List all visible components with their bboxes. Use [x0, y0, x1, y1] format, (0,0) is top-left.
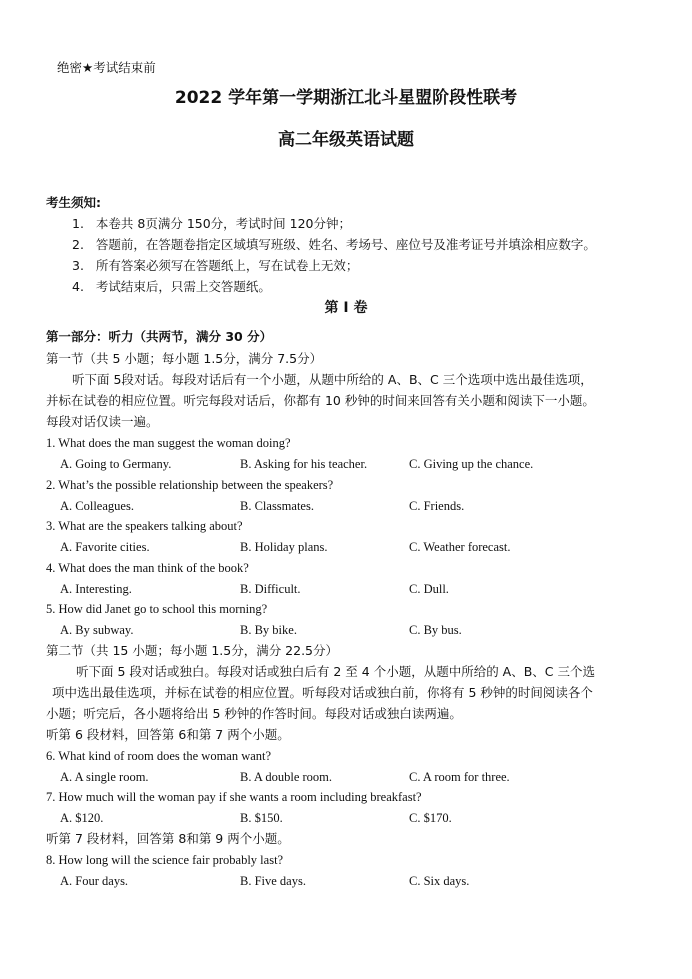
option-c: C. A room for three.	[409, 770, 510, 784]
option-b: B. A double room.	[240, 770, 333, 784]
notice-item-number: 4.	[72, 279, 84, 294]
instruction-line: 并标在试卷的相应位置。听完每段对话后，你都有 10 秒钟的时间来回答有关小题和阅读下一小题。	[46, 393, 595, 408]
question-stem: 5. How did Janet go to school this morning?	[46, 602, 268, 616]
notice-item-text: 本卷共 8页满分 150分，考试时间 120分钟；	[95, 216, 352, 231]
notice-item-text: 答题前，在答题卷指定区域填写班级、姓名、考场号、座位号及准考证号并填涂相应数字。	[95, 237, 596, 252]
option-c: C. Giving up the chance.	[409, 457, 534, 471]
option-a: A. Going to Germany.	[60, 457, 172, 471]
option-c: C. Six days.	[409, 874, 470, 888]
option-b: B. Five days.	[240, 874, 306, 888]
question-stem: 6. What kind of room does the woman want?	[46, 749, 272, 763]
option-a: A. Four days.	[60, 874, 129, 888]
notice-item-number: 2.	[72, 237, 84, 252]
option-a: A. Interesting.	[60, 582, 132, 596]
notice-item-text: 所有答案必须写在答题纸上，写在试卷上无效；	[95, 258, 359, 273]
option-c: C. Dull.	[409, 582, 449, 596]
question-stem: 3. What are the speakers talking about?	[46, 519, 243, 533]
option-b: B. $150.	[240, 811, 283, 825]
option-a: A. By subway.	[60, 623, 134, 637]
question-stem: 2. What’s the possible relationship between the speakers?	[46, 478, 334, 492]
part-heading: 第一部分：听力（共两节，满分 30 分）	[46, 329, 273, 344]
material-note: 听第 6 段材料，回答第 6和第 7 两个小题。	[46, 727, 290, 742]
notice-item-text: 考试结束后，只需上交答题纸。	[95, 279, 271, 294]
notice-item-number: 1.	[72, 216, 84, 231]
instruction-line: 听下面 5段对话。每段对话后有一个小题，从题中所给的 A、B、C 三个选项中选出最佳选项，	[72, 372, 593, 387]
option-a: A. $120.	[60, 811, 104, 825]
option-a: A. A single room.	[60, 770, 149, 784]
exam-title: 2022 学年第一学期浙江北斗星盟阶段性联考	[174, 88, 518, 108]
instruction-line: 小题；听完后，各小题将给出 5 秒钟的作答时间。每段对话或独白读两遍。	[46, 706, 462, 721]
instruction-line: 每段对话仅读一遍。	[46, 414, 159, 429]
question-stem: 8. How long will the science fair probably last?	[46, 853, 284, 867]
option-c: C. Weather forecast.	[409, 540, 511, 554]
notice-item	[72, 239, 596, 252]
option-c: C. By bus.	[409, 623, 462, 637]
volume-heading: 第 I 卷	[324, 300, 368, 316]
notice-item	[72, 260, 358, 273]
option-a: A. Colleagues.	[60, 499, 134, 513]
exam-subtitle: 高二年级英语试题	[278, 130, 414, 150]
option-b: B. Holiday plans.	[240, 540, 328, 554]
option-c: C. $170.	[409, 811, 452, 825]
notice-heading: 考生须知:	[46, 195, 101, 210]
notice-item-number: 3.	[72, 258, 84, 273]
option-b: B. By bike.	[240, 623, 297, 637]
notice-item	[72, 281, 271, 294]
question-stem: 7. How much will the woman pay if she wants a room including breakfast?	[46, 790, 422, 804]
notice-item	[72, 218, 351, 231]
question-stem: 1. What does the man suggest the woman doing?	[46, 436, 291, 450]
section-heading: 第一节（共 5 小题；每小题 1.5分，满分 7.5分）	[46, 351, 323, 366]
section-heading: 第二节（共 15 小题；每小题 1.5分，满分 22.5分）	[46, 643, 339, 658]
option-a: A. Favorite cities.	[60, 540, 150, 554]
option-b: B. Asking for his teacher.	[240, 457, 368, 471]
option-c: C. Friends.	[409, 499, 465, 513]
confidential-label: 绝密★考试结束前	[57, 60, 156, 75]
option-b: B. Difficult.	[240, 582, 301, 596]
material-note: 听第 7 段材料，回答第 8和第 9 两个小题。	[46, 831, 290, 846]
question-stem: 4. What does the man think of the book?	[46, 561, 249, 575]
instruction-line: 听下面 5 段对话或独白。每段对话或独白后有 2 至 4 个小题，从题中所给的 A、B、C 三个选	[76, 664, 596, 679]
instruction-line: 项中选出最佳选项，并标在试卷的相应位置。听每段对话或独白前，你将有 5 秒钟的时间阅读各个	[52, 685, 593, 700]
option-b: B. Classmates.	[240, 499, 314, 513]
